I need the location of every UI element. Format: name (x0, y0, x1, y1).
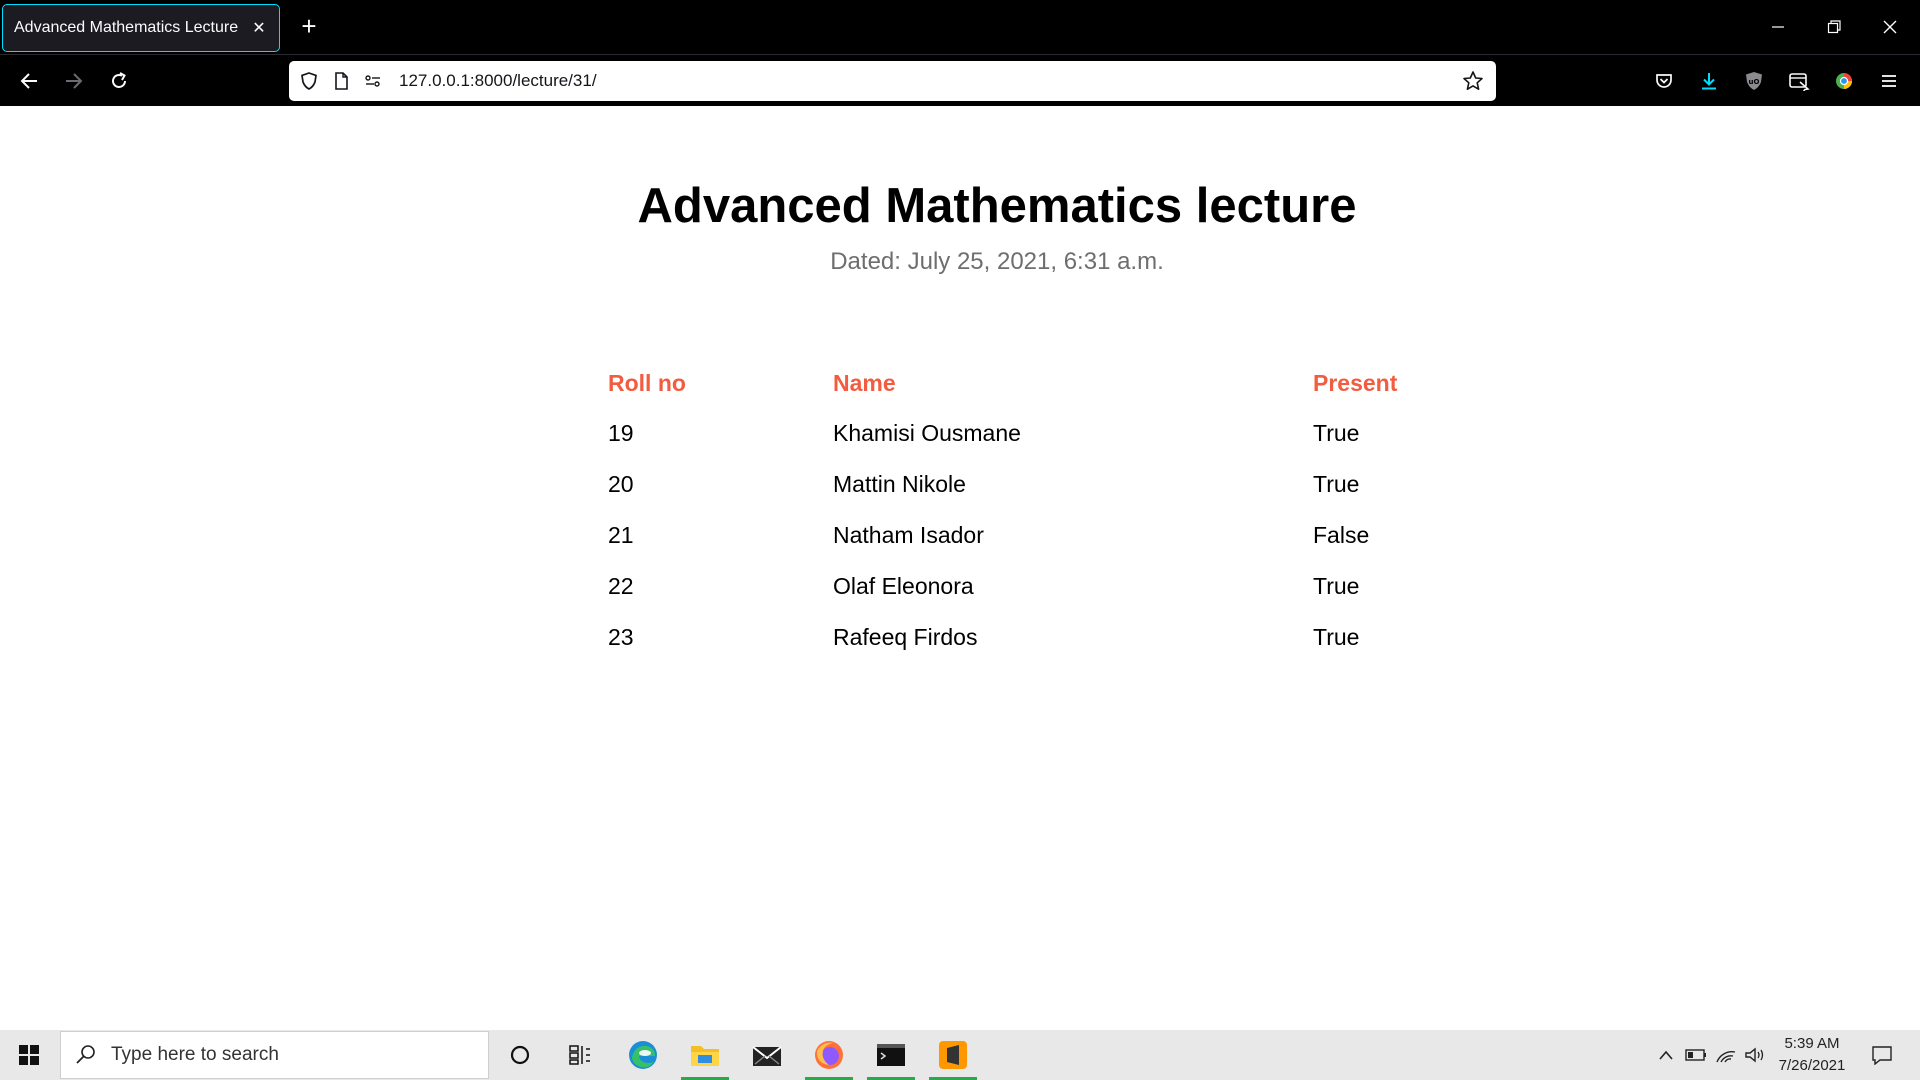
page-title: Advanced Mathematics lecture (637, 179, 1357, 233)
page-info-icon[interactable] (329, 69, 353, 93)
profile-extension-button[interactable] (1826, 63, 1862, 99)
column-header-name: Name (833, 369, 896, 396)
pocket-button[interactable] (1646, 63, 1682, 99)
address-bar[interactable] (289, 61, 1496, 101)
search-icon (75, 1044, 97, 1066)
navigation-toolbar (0, 54, 1920, 106)
firefox-browser-icon (813, 1039, 845, 1071)
tab-title: Advanced Mathematics Lecture (14, 19, 239, 36)
column-header-roll-no: Roll no (608, 369, 686, 396)
present-cell: True (1313, 471, 1360, 497)
forward-button[interactable] (56, 63, 92, 99)
taskbar-search-box[interactable] (60, 1031, 489, 1079)
reload-icon (109, 71, 129, 91)
task-view-button[interactable] (552, 1030, 608, 1080)
column-header-present: Present (1313, 369, 1398, 396)
roll-no-cell: 21 (608, 522, 634, 548)
restore-button[interactable] (1806, 0, 1862, 54)
task-view-icon (568, 1044, 592, 1066)
app-menu-button[interactable] (1871, 63, 1907, 99)
browser-tab[interactable] (2, 4, 280, 52)
table-row (600, 510, 1513, 561)
new-tab-button[interactable]: + (301, 11, 317, 41)
ublock-shield-icon (1744, 71, 1764, 91)
svg-text:uO: uO (1748, 78, 1760, 86)
minimize-button[interactable] (1750, 0, 1806, 54)
notification-icon (1871, 1045, 1893, 1065)
terminal-taskbar-button[interactable] (863, 1030, 919, 1080)
table-row (600, 459, 1513, 510)
table-row (600, 612, 1513, 663)
close-window-button[interactable] (1862, 0, 1918, 54)
mail-taskbar-button[interactable] (739, 1030, 795, 1080)
screenshot-extension-icon (1788, 71, 1810, 91)
roll-no-cell: 22 (608, 573, 634, 599)
show-hidden-icons-button[interactable] (1651, 1030, 1681, 1080)
close-tab-icon[interactable]: ✕ (252, 20, 266, 37)
hamburger-menu-icon (1879, 71, 1899, 91)
taskbar-clock[interactable] (1762, 1033, 1862, 1077)
edge-browser-icon (627, 1039, 659, 1071)
minimize-icon (1771, 20, 1785, 34)
cortana-circle-icon (509, 1044, 531, 1066)
back-arrow-icon (19, 71, 39, 91)
present-cell: False (1313, 522, 1370, 548)
permissions-icon[interactable] (361, 69, 385, 93)
sublime-text-icon (938, 1040, 968, 1070)
action-center-button[interactable] (1862, 1030, 1902, 1080)
edge-taskbar-button[interactable] (615, 1030, 671, 1080)
chevron-up-icon (1658, 1049, 1674, 1061)
forward-arrow-icon (64, 71, 84, 91)
clock-date: 7/26/2021 (1778, 1057, 1846, 1074)
name-cell: Natham Isador (833, 522, 984, 548)
page-content (0, 106, 1920, 1030)
attendance-table (600, 358, 1513, 663)
table-row (600, 408, 1513, 459)
back-button[interactable] (11, 63, 47, 99)
terminal-window-icon (876, 1042, 906, 1068)
tracking-protection-shield-icon[interactable] (297, 69, 321, 93)
ublock-extension-button[interactable] (1736, 63, 1772, 99)
search-placeholder: Type here to search (111, 1044, 279, 1065)
name-cell: Khamisi Ousmane (833, 420, 1021, 446)
cortana-button[interactable] (492, 1030, 548, 1080)
name-cell: Rafeeq Firdos (833, 624, 978, 650)
reload-button[interactable] (101, 63, 137, 99)
tab-bar (0, 0, 1920, 54)
mail-envelope-icon (751, 1042, 783, 1068)
name-cell: Olaf Eleonora (833, 573, 974, 599)
wifi-icon (1715, 1046, 1737, 1064)
close-window-icon (1883, 20, 1897, 34)
battery-icon (1685, 1048, 1707, 1062)
name-cell: Mattin Nikole (833, 471, 966, 497)
clock-time: 5:39 AM (1784, 1035, 1840, 1052)
roll-no-cell: 20 (608, 471, 634, 497)
present-cell: True (1313, 420, 1360, 446)
network-tray-icon[interactable] (1711, 1030, 1741, 1080)
present-cell: True (1313, 573, 1360, 599)
sublime-text-taskbar-button[interactable] (925, 1030, 981, 1080)
url-text[interactable]: 127.0.0.1:8000/lecture/31/ (399, 71, 597, 90)
file-explorer-folder-icon (689, 1041, 721, 1069)
roll-no-cell: 23 (608, 624, 634, 650)
present-cell: True (1313, 624, 1360, 650)
windows-logo-icon (18, 1044, 40, 1066)
firefox-taskbar-button[interactable] (801, 1030, 857, 1080)
downloads-button[interactable] (1691, 63, 1727, 99)
pocket-icon (1654, 71, 1674, 91)
download-icon (1699, 71, 1719, 91)
restore-icon (1827, 20, 1841, 34)
table-row (600, 561, 1513, 612)
colorful-circle-extension-icon (1834, 71, 1854, 91)
file-explorer-taskbar-button[interactable] (677, 1030, 733, 1080)
windows-taskbar (0, 1030, 1920, 1080)
bookmark-star-icon[interactable] (1458, 66, 1488, 96)
start-button[interactable] (0, 1030, 58, 1080)
extension-button[interactable] (1781, 63, 1817, 99)
lecture-date: Dated: July 25, 2021, 6:31 a.m. (830, 248, 1164, 275)
table-header-row (600, 358, 1513, 408)
roll-no-cell: 19 (608, 420, 634, 446)
battery-tray-icon[interactable] (1681, 1030, 1711, 1080)
